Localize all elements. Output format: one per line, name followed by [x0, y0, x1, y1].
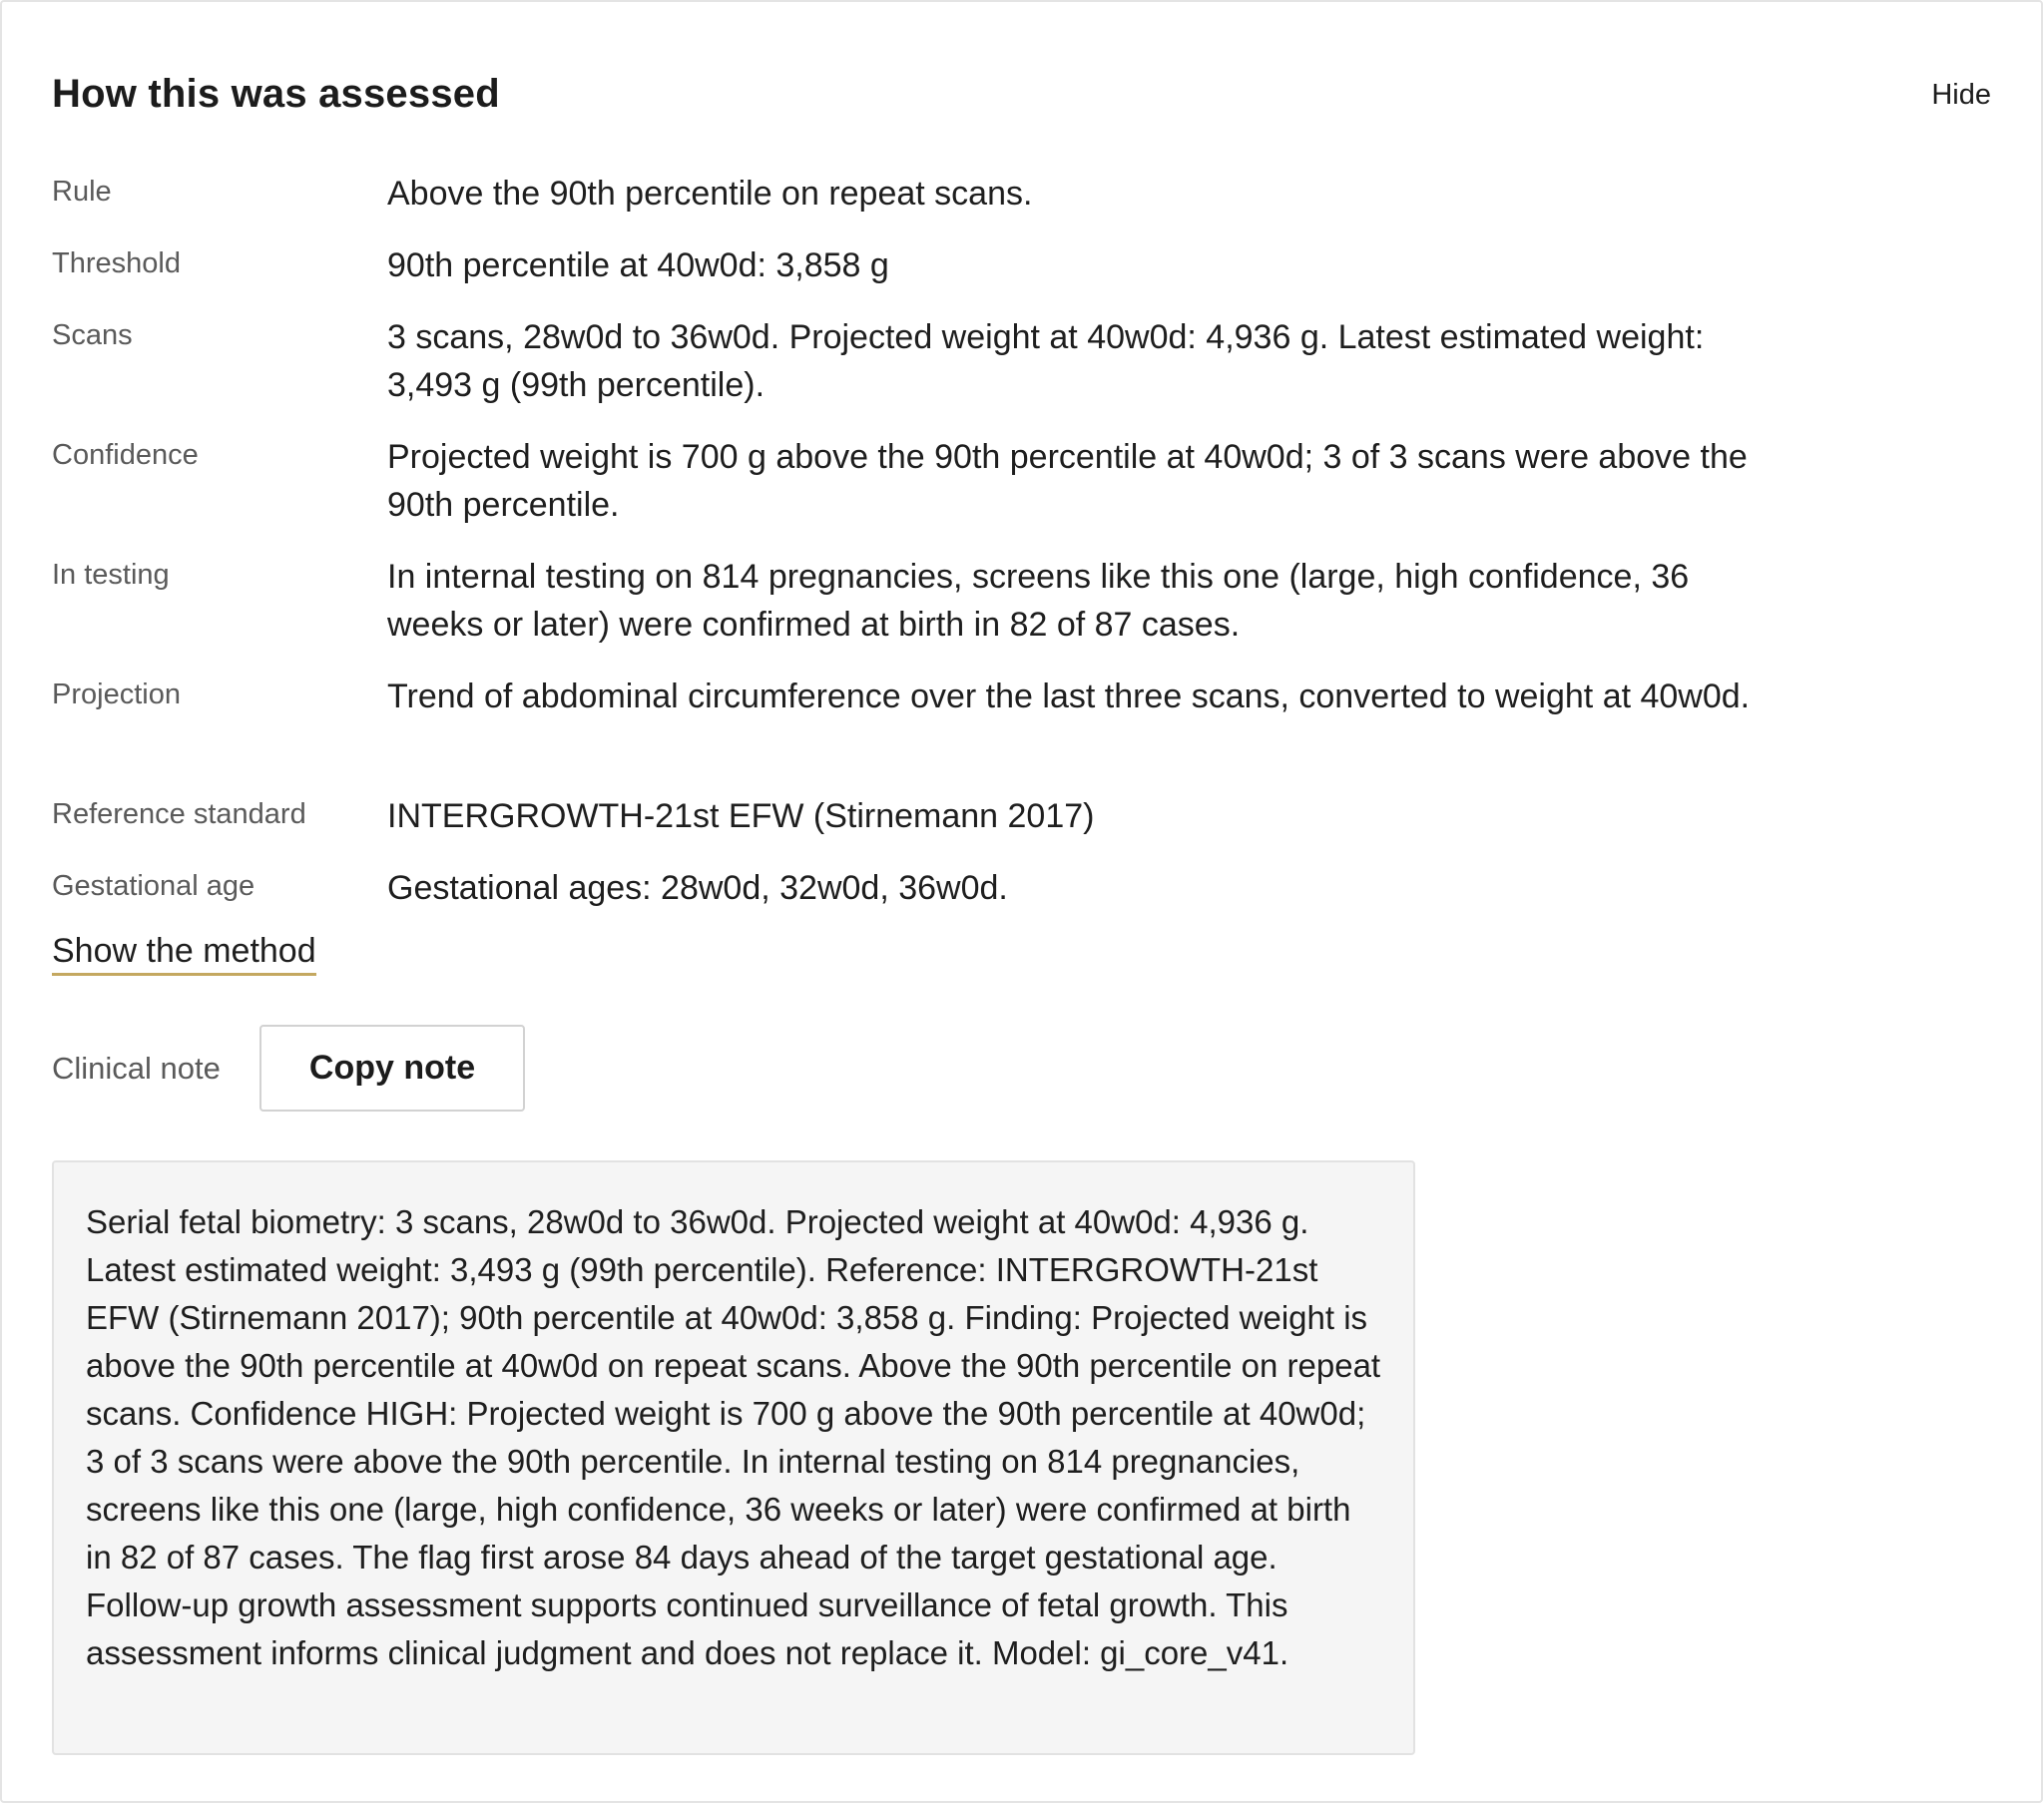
detail-label-reference-standard: Reference standard [52, 798, 306, 830]
copy-note-button[interactable]: Copy note [259, 1025, 525, 1112]
clinical-note-label: Clinical note [52, 1051, 221, 1086]
detail-value-reference-standard: INTERGROWTH-21st EFW (Stirnemann 2017) [387, 797, 1095, 835]
detail-label-scans: Scans [52, 319, 133, 351]
detail-value-scans: 3 scans, 28w0d to 36w0d. Projected weight at 40w0d: 4,936 g. Latest estimated weight: 3,493 g (99th percentile). [387, 318, 1705, 404]
hide-button[interactable]: Hide [1931, 79, 1991, 111]
show-method-link[interactable]: Show the method [52, 929, 316, 976]
detail-label-in-testing: In testing [52, 559, 170, 591]
detail-value-threshold: 90th percentile at 40w0d: 3,858 g [387, 246, 889, 284]
detail-value-gestational-age: Gestational ages: 28w0d, 32w0d, 36w0d. [387, 869, 1008, 907]
clinical-note-box [52, 1160, 1415, 1755]
detail-value-confidence: Projected weight is 700 g above the 90th percentile at 40w0d; 3 of 3 scans were above the 90th percentile. [387, 438, 1748, 524]
detail-label-gestational-age: Gestational age [52, 870, 256, 902]
detail-value-projection: Trend of abdominal circumference over the last three scans, converted to weight at 40w0d. [387, 677, 1751, 715]
detail-value-rule: Above the 90th percentile on repeat scans. [387, 175, 1033, 213]
detail-value-in-testing: In internal testing on 814 pregnancies, screens like this one (large, high confidence, 36 weeks or later) were confirmed at birth in 82 of 87 cases. [387, 558, 1690, 644]
detail-label-threshold: Threshold [52, 247, 181, 279]
detail-label-rule: Rule [52, 176, 112, 208]
detail-label-confidence: Confidence [52, 439, 199, 471]
detail-label-projection: Projection [52, 678, 181, 710]
clinical-note-text: Serial fetal biometry: 3 scans, 28w0d to 36w0d. Projected weight at 40w0d: 4,936 g. Latest estimated weight: 3,493 g (99th percentile). Reference: INTERGROWTH-21st EFW (Stirnemann 2017); 90th percentile at 40w0d: 3,858 g. Finding: Projected weight is above the 90th percentile at 40w0d on repeat scans. Above the 90th percentile on repeat scans. Confidence HIGH: Projected weight is 700 g above the 90th percentile at 40w0d; 3 of 3 scans were above the 90th percentile. In internal testing on 814 pregnancies, screens like this one (large, high confidence, 36 weeks or later) were confirmed at birth in 82 of 87 cases. The flag first arose 84 days ahead of the target gestational age. Follow-up growth assessment supports continued surveillance of fetal growth. This assessment informs clinical judgment and does not replace it. Model: gi_core_v41. [86, 1203, 1381, 1671]
panel-title: How this was assessed [52, 72, 500, 116]
